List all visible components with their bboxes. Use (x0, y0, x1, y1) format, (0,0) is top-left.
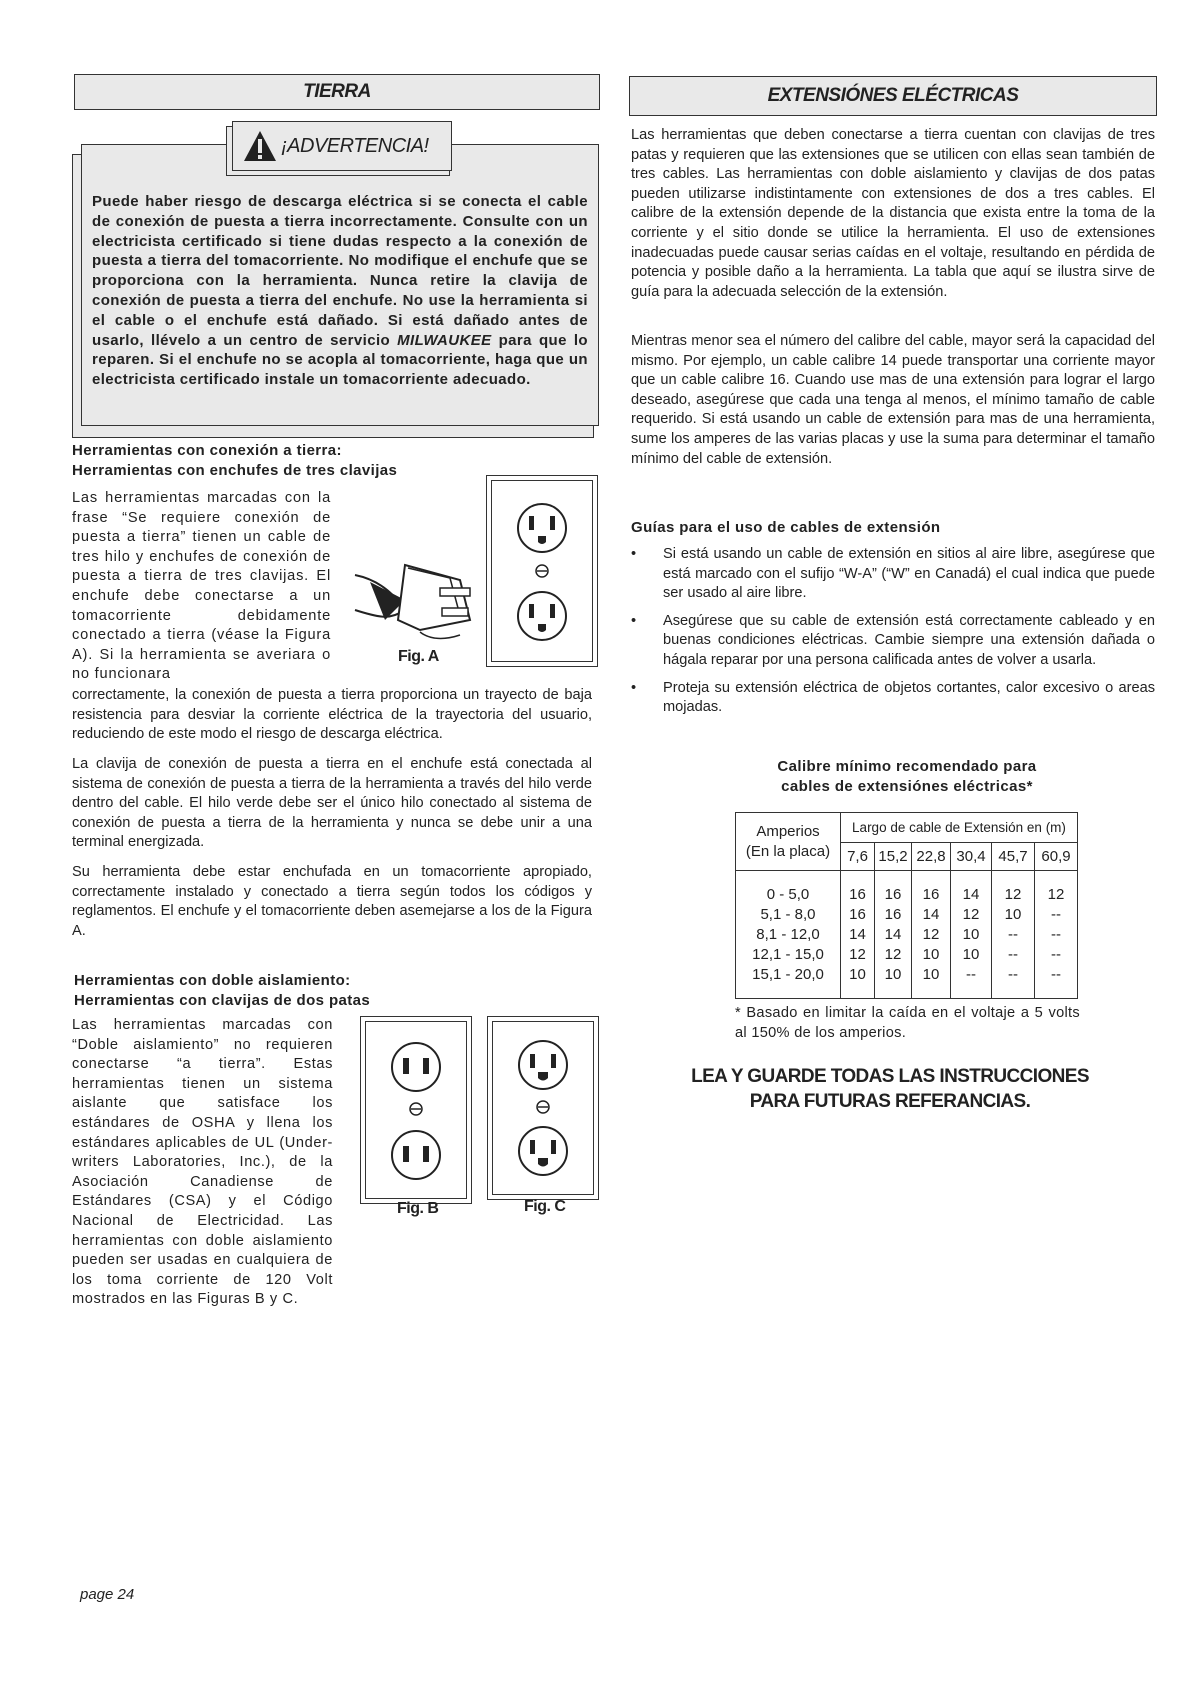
amp-range: 0 - 5,0 (766, 885, 810, 903)
guides-heading: Guías para el uso de cables de extensión (631, 519, 941, 536)
gauge-column: 12 -- -- -- -- (1035, 871, 1078, 999)
warning-triangle-icon (243, 130, 277, 162)
table-caption-line1: Calibre mínimo recomendado para (777, 758, 1037, 775)
warning-tab (232, 121, 452, 171)
guide-text: Asegúrese que su cable de extensión está correctamente cableado y en buenas condiciones eléctricas. Cambie siempre una extensión dañada o hágala reparar por una persona calificada antes de volver a usarla. (663, 612, 1155, 668)
length-cell: 15,2 (875, 843, 912, 871)
amp-range: 5,1 - 8,0 (760, 905, 816, 923)
bullet-icon: • (631, 679, 637, 696)
extension-paragraph-1: Las herramientas que deben conectarse a tierra cuentan con clavijas de tres patas y requieren que las extensiones que se utilicen con ellas sean también de tres cables. Las herramientas con doble aislamiento y clavijas de dos patas pueden utilizarse indistintamente con extensiones de dos a tres cables. El calibre de la extensión depende de la distancia que exista entre la toma de la corriente y el sitio donde se utilice la herramienta. El uso de extensiones inadecuadas puede causar serias caídas en el voltaje, resultando en pérdida de potencia y posible daño a la herramienta. La tabla que aquí se ilustra sirve de guía para la adecuada selección de la extensión. (631, 127, 1155, 300)
length-header: Largo de cable de Extensión en (m) (841, 813, 1078, 843)
gauge-column: 16 16 14 12 10 (875, 871, 912, 999)
length-cell: 45,7 (992, 843, 1035, 871)
bullet-icon: • (631, 612, 637, 629)
amp-header-line1: Amperios (756, 822, 820, 840)
amp-range: 15,1 - 20,0 (752, 965, 824, 983)
amp-header (736, 813, 841, 871)
figure-b-label: Fig. B (397, 1200, 439, 1217)
double-heading-line2: Herramientas con clavijas de dos patas (74, 991, 371, 1009)
warning-text (92, 192, 588, 390)
amp-header-line2: (En la placa) (745, 842, 831, 860)
figure-a-outlet (486, 475, 598, 667)
warning-text-part2: para que lo reparen. Si el enchufe no se acopla al tomacorriente, haga que un electricista certificado instale un tomacorriente adecuado. (92, 331, 588, 389)
table-caption (735, 757, 1079, 796)
guide-text: Si está usando un cable de extensión en sitios al aire libre, asegúrese que está marcado con el sufijo “W-A” (“W” en Canadá) el cual indica que puede ser usado al aire libre. (663, 546, 1155, 602)
grounded-continued-text: correctamente, la conexión de puesta a tierra proporciona un trayecto de baja resistencia para desviar la corriente eléctrica de la trayectoria del usuario, reduciendo de este modo el riesgo de descarga eléctrica. (72, 687, 592, 743)
guides-list (631, 545, 1155, 726)
double-insulation-text: Las herramientas marcadas con “Doble aislamiento” no requieren conectarse “a tierra”. Estas herramientas tienen un sistema aislante que satisface los estándares de OSHA y llena los estándares aplicables de UL (Under-writers Laboratories, Inc.), de la Asociación Canadiense de Estándares (CSA) y el Código Nacional de Electricidad. Las herramientas con doble aislamiento pueden ser usadas en cualquiera de los toma corriente de 120 Volt mostrados en las Figuras B y C. (72, 1017, 333, 1308)
double-heading-line1: Herramientas con doble aislamiento: (74, 972, 351, 989)
gauge-column: 16 14 12 10 10 (912, 871, 951, 999)
guide-item (631, 612, 1155, 671)
grounded-heading-line1: Herramientas con conexión a tierra: (72, 442, 342, 459)
amp-range: 8,1 - 12,0 (756, 925, 820, 943)
gauge-column: 16 16 14 12 10 (841, 871, 875, 999)
length-cell: 22,8 (912, 843, 951, 871)
bullet-icon: • (631, 546, 637, 562)
warning-label: ¡ADVERTENCIA! (281, 134, 429, 157)
warning-brand: MILWAUKEE (397, 331, 492, 349)
length-cell: 7,6 (841, 843, 875, 871)
guide-item (631, 545, 1155, 604)
page-number: page 24 (80, 1586, 135, 1603)
values-row (736, 871, 1078, 999)
length-cell: 60,9 (1035, 843, 1078, 871)
guide-text: Proteja su extensión eléctrica de objetos cortantes, calor excesivo o areas mojadas. (663, 679, 1155, 716)
figure-c-outlet (487, 1016, 599, 1200)
grounded-heading-line2: Herramientas con enchufes de tres clavijas (72, 461, 398, 479)
gauge-column: 12 10 -- -- -- (992, 871, 1035, 999)
double-insulation-heading (74, 971, 594, 1010)
section-title-extensiones: EXTENSIÓNES ELÉCTRICAS (629, 76, 1157, 116)
gauge-column: 14 12 10 10 -- (951, 871, 992, 999)
warning-text-part1: Puede haber riesgo de descarga eléctrica si se conecta el cable de conexión de puesta a tierra incorrectamente. Consulte con un electricista certificado si tiene dudas respecto a la conexión de puesta a tierra del tomacorriente. No modifique el enchufe que se proporciona con la herramienta. Nunca retire la clavija de conexión de puesta a tierra del enchufe. No use la herramienta si el cable o el enchufe está dañado. Si está dañado antes de usarlo, llévelo a un centro de servicio (92, 193, 588, 349)
amp-ranges-cell (736, 871, 841, 999)
grounded-paragraph-3: Su herramienta debe estar enchufada en un tomacorriente apropiado, correctamente instalado y conectado a tierra según todos los códigos y reglamentos. El enchufe y el tomacorriente deben asemejarse a los de la Figura A. (72, 864, 592, 939)
final-notice (640, 1064, 1140, 1114)
figure-b-outlet (360, 1016, 472, 1204)
cable-gauge-table (735, 812, 1078, 999)
table-caption-line2: cables de extensiónes eléctricas* (781, 777, 1033, 795)
grounded-paragraph-2: La clavija de conexión de puesta a tierra en el enchufe está conectada al sistema de conexión de puesta a tierra de la herramienta a través del hilo verde dentro del cable. El hilo verde debe ser el único hilo conectado al sistema de conexión de puesta a tierra de la herramienta y nunca se debe unir a una terminal energizada. (72, 756, 592, 851)
final-notice-line1: LEA Y GUARDE TODAS LAS INSTRUCCIONES (691, 1066, 1089, 1087)
figure-c-label: Fig. C (524, 1198, 566, 1215)
guide-item (631, 679, 1155, 718)
grounded-wrap-text: Las herramientas marcadas con la frase “Se requiere conexión de puesta a tierra” tienen un cable de tres hilo y enchufes de conexión de puesta a tierra de tres clavijas. El enchufe debe conectarse a un tomacorriente debidamente conectado a tierra (véase la Figura A). Si la herramienta se averiara o no funcionara (72, 490, 331, 683)
amp-range: 12,1 - 15,0 (752, 945, 824, 963)
final-notice-line2: PARA FUTURAS REFERANCIAS. (749, 1091, 1031, 1112)
section-title-tierra: TIERRA (74, 74, 600, 110)
extension-paragraph-2: Mientras menor sea el número del calibre del cable, mayor será la capacidad del mismo. Por ejemplo, un cable calibre 14 puede transportar una corriente mayor que un cable calibre 16. Cuando use mas de una extensión para lograr el largo deseado, asegúrese que cada una tenga al menos, el mínimo tamaño de cable requerido. Si está usando un cable de extensión para mas de una herramienta, sume los amperes de las varias placas y use la suma para determinar el tamaño mínimo del cable de extensión. (631, 333, 1155, 467)
figure-a-label: Fig. A (398, 648, 439, 665)
length-cell: 30,4 (951, 843, 992, 871)
table-footnote: * Basado en limitar la caída en el voltaje a 5 volts al 150% de los amperios. (735, 1005, 1080, 1041)
